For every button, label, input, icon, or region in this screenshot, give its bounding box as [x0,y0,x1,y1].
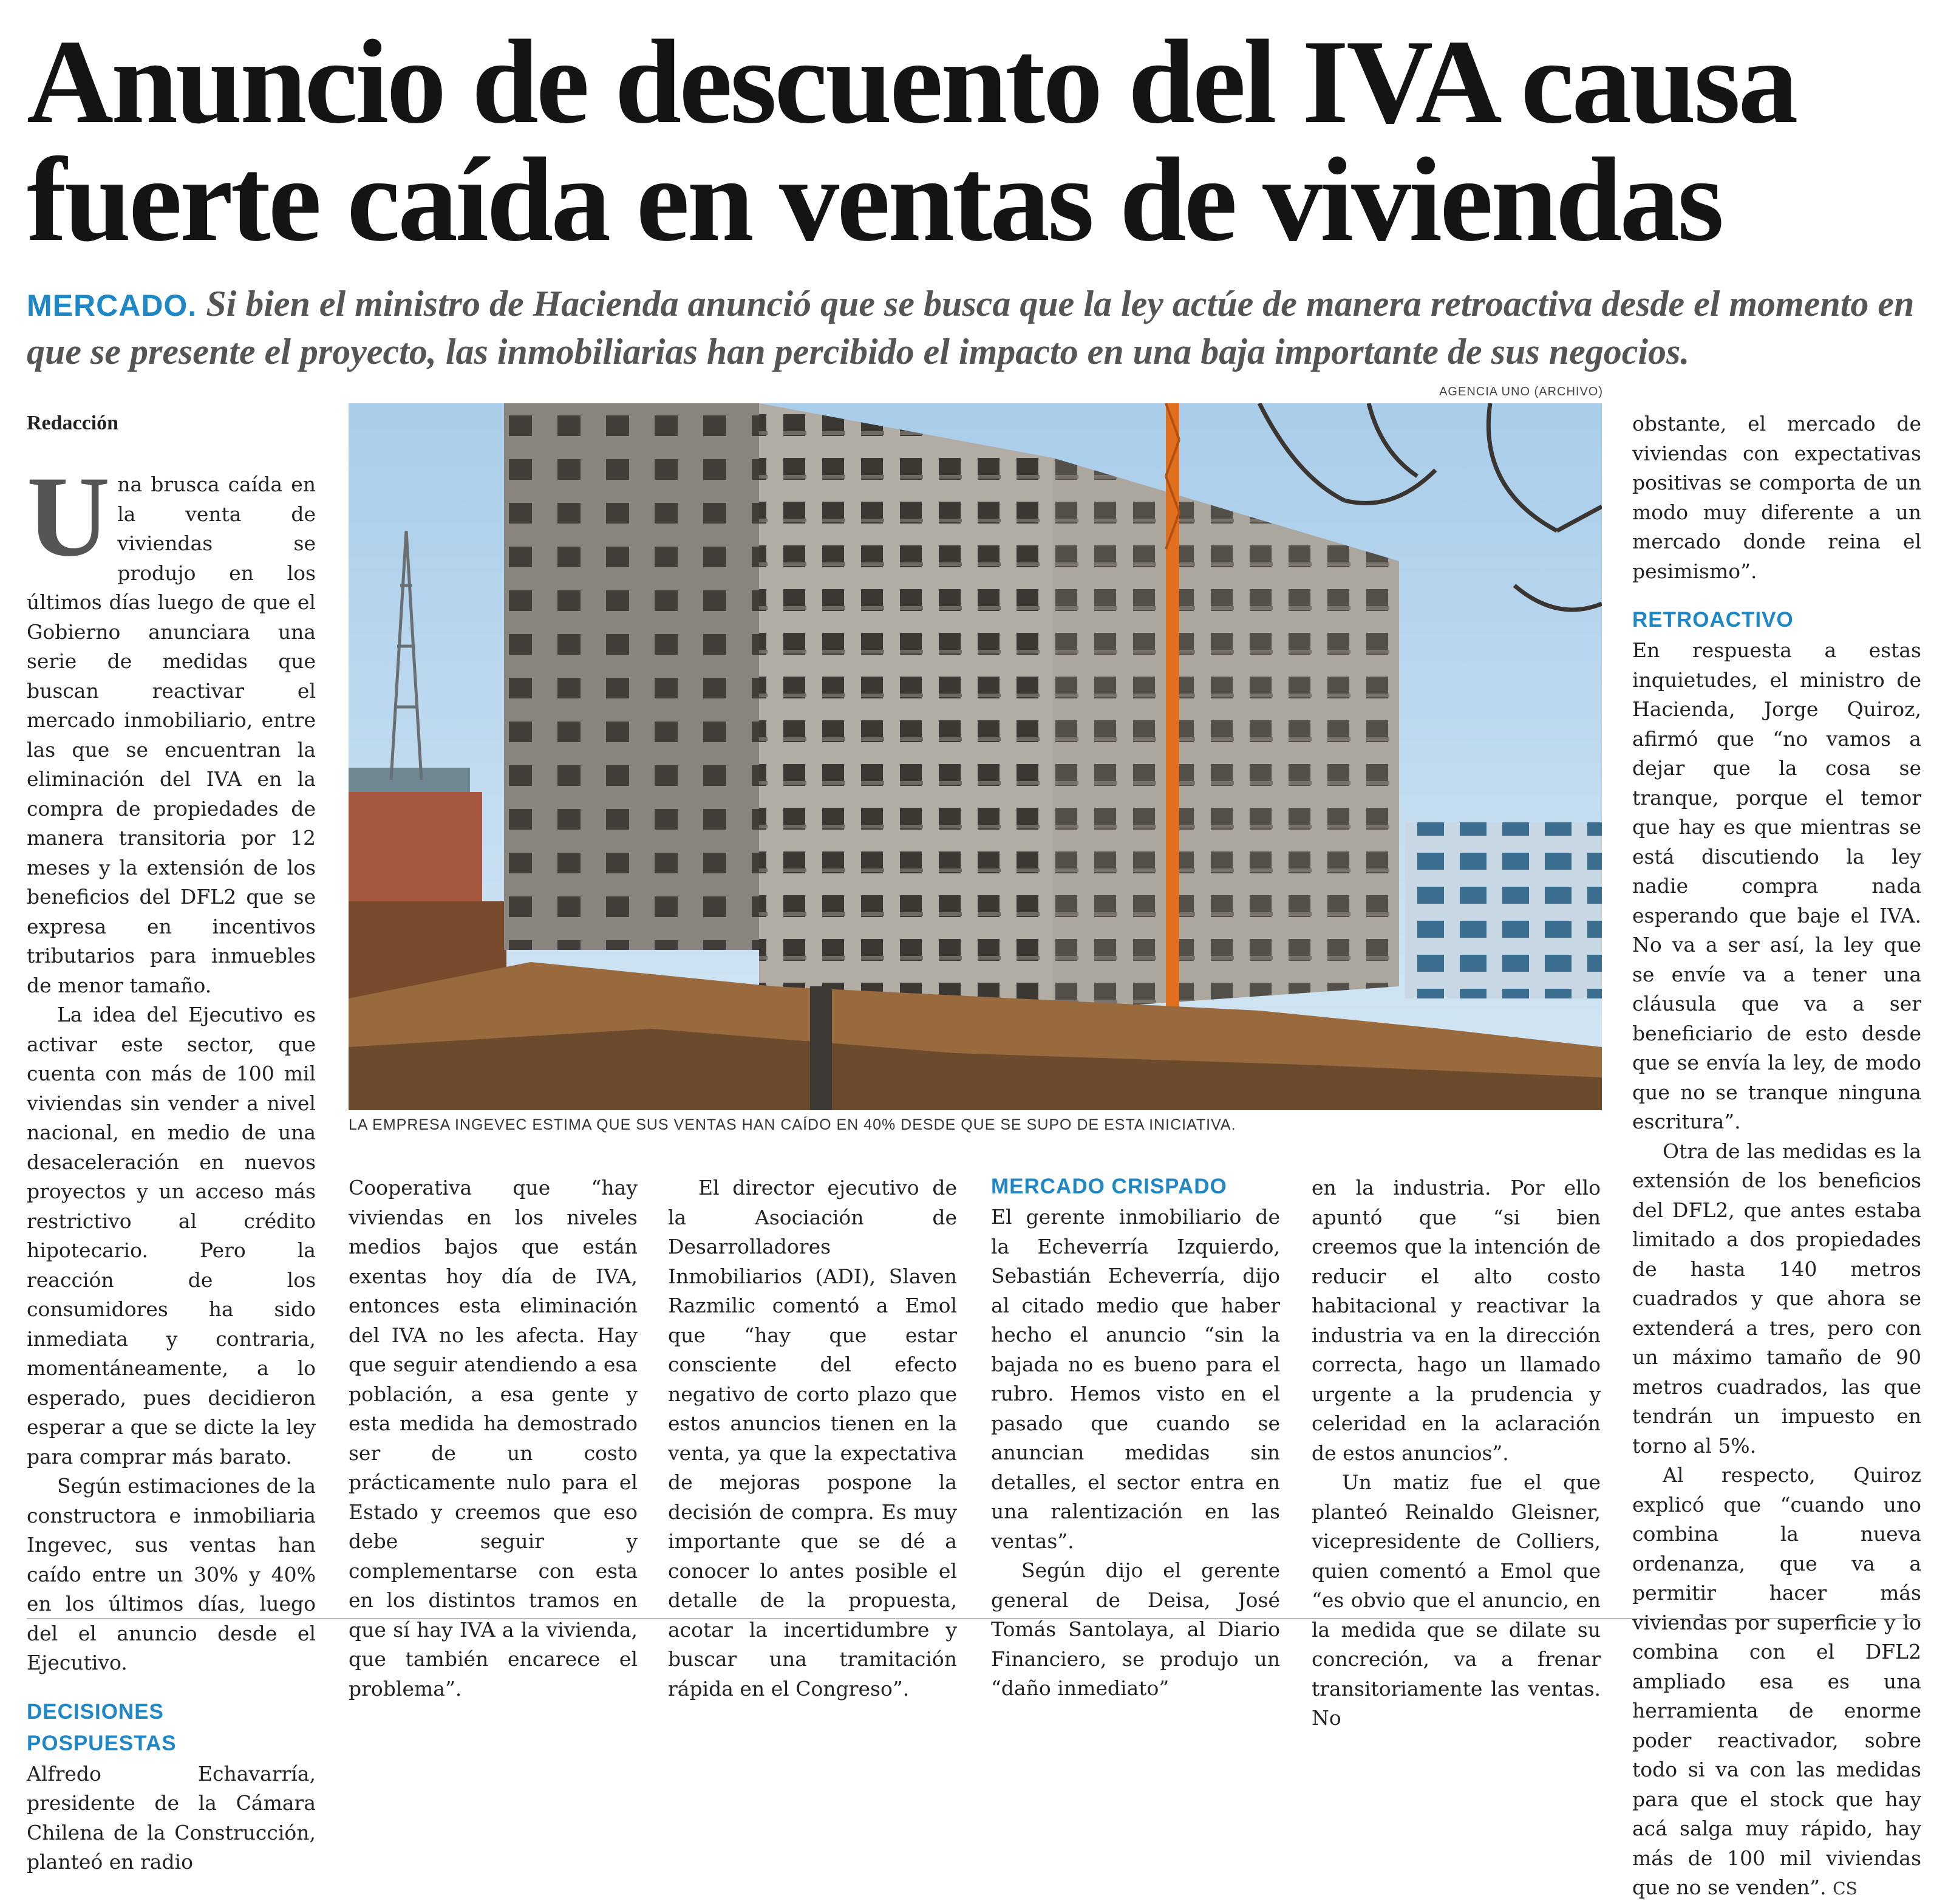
paragraph: Cooperativa que “hay viviendas en los niveles medios bajos que están exentas hoy día de IVA, entonces esta eliminación del IVA no les afecta. Hay que seguir atendiendo a esa población, a esa gente y esta medida ha demostrado ser de un costo prácticamente nulo para el Estado y creemos que eso debe seguir y complementarse con esta en los distintos tramos en que sí hay IVA a la vivienda, que también encarece el problema”. [349,1176,638,1701]
subhead-mercado-crispado: MERCADO CRISPADO [991,1175,1227,1198]
deck [27,281,1921,375]
paragraph: En respuesta a estas inquietudes, el ministro de Hacienda, Jorge Quiroz, afirmó que “no vamos a dejar que la cosa se tranque, porque el temor que hay es que mientras se está discutiendo la ley nadie compra nada esperando que baje el IVA. No va a ser así, la ley que se envíe va a tener una cláusula que va a ser beneficiario de esto desde que se envía la ley, de modo que no se tranque ninguna escritura”. [1632,638,1921,1133]
building-photo [349,403,1602,1110]
photo-credit: AGENCIA UNO (ARCHIVO) [1439,385,1603,398]
paragraph: La idea del Ejecutivo es activar este sector, que cuenta con más de 100 mil viviendas sin vender a nivel nacional, en medio de una desaceleración en nuevos proyectos y un acceso más restrictivo al crédito hipotecario. Pero la reacción de los consumidores ha sido inmediata y contraria, momentáneamente, a lo esperado, pues decidieron esperar a que se dicte la ley para comprar más barato. [27,1003,316,1469]
headline: Anuncio de descuento del IVA causa fuerte caída en ventas de viviendas [27,15,1796,266]
paragraph: obstante, el mercado de viviendas con expectativas positivas se comporta de un modo muy diferente a un mercado donde reina el pesimismo”. [1632,412,1921,583]
subhead-retroactivo: RETROACTIVO [1632,608,1794,632]
byline: Redacción [27,412,119,434]
end-mark: CS [1833,1878,1858,1899]
paragraph: Un matiz fue el que planteó Reinaldo Gleisner, vicepresidente de Colliers, quien comentó a Emol que “es obvio que el anuncio, en la medida que se dilate su concreción, va a frenar transitoriamente las ventas. No [1312,1470,1601,1730]
paragraph: El director ejecutivo de la Asociación de Desarrolladores Inmobiliarios (ADI), Slaven Razmilic comentó a Emol que “hay que estar consciente del efecto negativo de corto plazo que estos anuncios tienen en la venta, ya que la expectativa de mejoras pospone la decisión de compra. Es muy importante que se dé a conocer lo antes posible el detalle de la propuesta, acotar la incertidumbre y buscar una tramitación rápida en el Congreso”. [668,1176,957,1701]
column-3 [668,1173,957,1704]
paragraph: El gerente inmobiliario de la Echeverría Izquierdo, Sebastián Echeverría, dijo al citado medio que haber hecho el anuncio “sin la bajada no es bueno para el rubro. Hemos visto en el pasado que cuando se anuncian medidas sin detalles, el sector entra en una ralentización en las ventas”. [991,1205,1280,1553]
paragraph: en la industria. Por ello apuntó que “si bien creemos que la intención de reducir el alto costo habitacional y reactivar la industria va en la dirección correcta, hago un llamado urgente a la prudencia y celeridad en la aclaración de estos anuncios”. [1312,1176,1601,1465]
paragraph: na brusca caída en la venta de viviendas se produjo en los últimos días luego de que el Gobierno anunciara una serie de medidas que buscan reactivar el mercado inmobiliario, entre las que se encuentran la eliminación del IVA en la compra de propiedades de manera transitoria por 12 meses y la extensión de los beneficios del DFL2 que se expresa en incentivos tributarios para inmuebles de menor tamaño. [27,473,316,997]
paragraph-text: Al respecto, Quiroz explicó que “cuando uno combina la nueva ordenanza, que va a permitir hacer más viviendas por superficie y lo combina con el DFL2 ampliado esa es una herramienta de enorme poder reactivador, sobre todo si va con las medidas para que el stock que hay acá salga muy rápido, hay más de 100 mil viviendas que no se venden”. [1632,1463,1921,1899]
subhead-decisiones: DECISIONES POSPUESTAS [27,1699,177,1755]
photo-caption: LA EMPRESA INGEVEC ESTIMA QUE SUS VENTAS HAN CAÍDO EN 40% DESDE QUE SE SUPO DE ESTA INICIATIVA. [349,1116,1236,1133]
paragraph: Otra de las medidas es la extensión de los beneficios del DFL2, que antes estaba limitado a dos propiedades de hasta 140 metros cuadrados y que ahora se extenderá a tres, pero con un máximo tamaño de 90 metros cuadrados, las que tendrán un impuesto en torno al 5%. [1632,1139,1921,1458]
deck-text: Si bien el ministro de Hacienda anunció que se busca que la ley actúe de manera retroactiva desde el momento en que se presente el proyecto, las inmobiliarias han percibido el impacto en una baja importante de sus negocios. [27,284,1915,372]
column-4 [991,1171,1280,1704]
bottom-rule [27,1618,1921,1619]
column-2 [349,1173,638,1704]
column-5 [1312,1173,1601,1733]
paragraph: Alfredo Echavarría, presidente de la Cámara Chilena de la Construcción, planteó en radio [27,1761,316,1874]
paragraph [1632,1461,1921,1904]
paragraph: Según estimaciones de la constructora e inmobiliaria Ingevec, sus ventas han caído entre un 30% y 40% en los últimos días, luego del el anuncio desde el Ejecutivo. [27,1474,316,1674]
paragraph: Según dijo el gerente general de Deisa, José Tomás Santolaya, al Diario Financiero, se produjo un “daño inmediato” [991,1558,1280,1700]
column-6 [1632,409,1921,1904]
drop-cap: U [27,453,111,581]
column-1 [27,453,316,1877]
deck-tag: MERCADO. [27,288,197,322]
